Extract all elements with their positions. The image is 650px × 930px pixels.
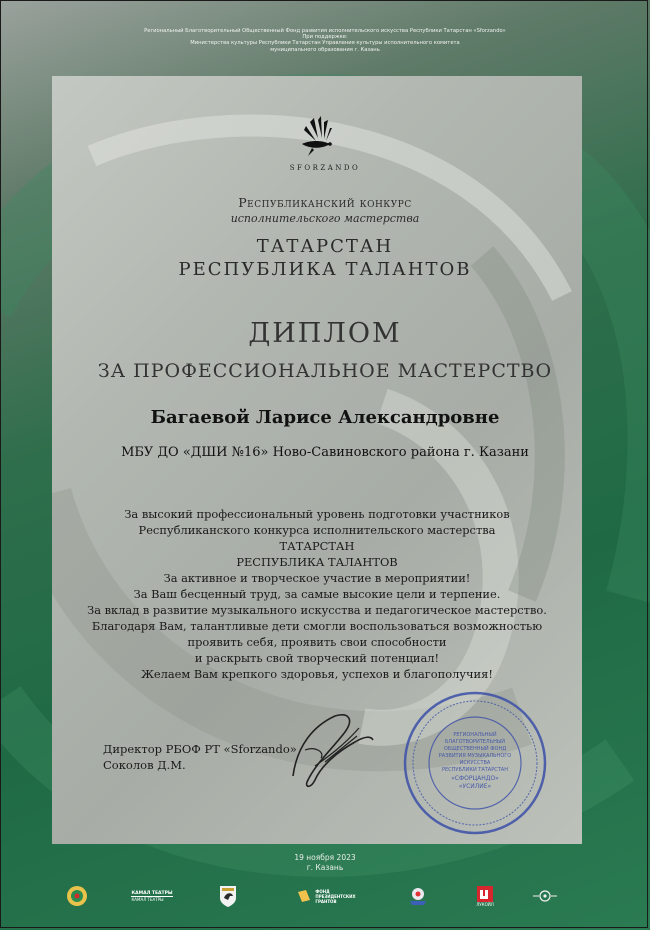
stamp-text: РАЗВИТИЯ МУЗЫКАЛЬНОГО (438, 753, 512, 759)
partner-kamal (126, 878, 178, 914)
signatory-position: Директор РБОФ РТ «Sforzando» (103, 742, 297, 756)
festival-logo-icon (406, 885, 430, 907)
partner-orchestra (530, 878, 560, 914)
lukoil-label: ЛУКОЙЛ (476, 901, 494, 907)
stamp-text: ОБЩЕСТВЕННЫЙ ФОНД (443, 746, 507, 752)
body-line: За Ваш бесценный труд, за самые высокие цели и терпение. (133, 587, 501, 601)
stamp-text: ИСКУССТВА (459, 760, 491, 766)
partner-lukoil (472, 878, 498, 914)
header-line-ministry: Министерства культуры Республики Татарстан Управления культуры исполнительного комитета (190, 40, 460, 47)
body-line: Благодаря Вам, талантливые дети смогли воспользоваться возможностью (91, 619, 543, 633)
partner-grants (291, 878, 361, 914)
kamal-label-2: КАМАЛ ТЕАТРЫ (131, 896, 172, 902)
stamp-text: БЛАГОТВОРИТЕЛЬНЫЙ (444, 739, 506, 745)
issue-city-text: г. Казань (306, 863, 344, 872)
body-line: РЕСПУБЛИКА ТАЛАНТОВ (236, 555, 398, 569)
kamal-theatre-logo-icon (131, 891, 172, 902)
partner-festival (405, 878, 431, 914)
partner-tatarstan (64, 878, 90, 914)
diploma-title: ДИПЛОМ (248, 318, 402, 349)
brand-name: SFORZANDO (289, 164, 361, 172)
stamp-text: РЕСПУБЛИКИ ТАТАРСТАН (442, 767, 508, 773)
partner-logos (0, 878, 650, 914)
signatory-name: Соколов Д.М. (103, 758, 186, 772)
body-line: ТАТАРСТАН (279, 539, 355, 553)
header-line-support: При поддержке: (302, 34, 348, 41)
kamal-label-1: КАМАЛ ТЕАТРЫ (131, 890, 173, 896)
issue-date (0, 853, 650, 873)
kazan-emblem-icon (218, 884, 238, 908)
grants-label-1: ФОНД (315, 888, 330, 894)
round-seal-stamp-icon (402, 690, 548, 836)
grants-label-3: ГРАНТОВ (315, 898, 337, 904)
diploma-body-text (52, 506, 582, 682)
contest-subtitle-1: Республиканский конкурс (238, 195, 412, 210)
signatory-block (103, 741, 297, 773)
handwritten-signature-icon (285, 706, 377, 792)
recipient-organization: МБУ ДО «ДШИ №16» Ново-Савиновского района г. Казани (121, 445, 529, 460)
header-text (0, 28, 650, 53)
body-line: Желаем Вам крепкого здоровья, успехов и благополучия! (141, 667, 493, 681)
body-line: проявить себя, проявить свои способности (187, 635, 447, 649)
presidential-grants-logo-icon (296, 888, 312, 904)
lukoil-logo-icon (477, 886, 493, 902)
contest-title-2: РЕСПУБЛИКА ТАЛАНТОВ (178, 259, 472, 280)
grants-label (315, 889, 355, 904)
stamp-text: РЕГИОНАЛЬНЫЙ (453, 732, 497, 738)
diploma-subtitle: ЗА ПРОФЕССИОНАЛЬНОЕ МАСТЕРСТВО (97, 360, 553, 382)
issue-date-text: 19 ноября 2023 (294, 853, 356, 862)
body-line: За активное и творческое участие в мероприятии! (163, 571, 471, 585)
partner-kazan (216, 878, 240, 914)
contest-title-1: ТАТАРСТАН (256, 236, 394, 257)
recipient-name: Багаевой Ларисе Александровне (150, 407, 500, 428)
header-line-foundation: Региональный Благотворительный Общественный Фонд развития исполнительского искусства Республики Татарстан «Sforzando» (144, 28, 506, 34)
stamp-text: «СФОРЦАНДО» (451, 775, 499, 782)
stamp-text: «УСИЛИЕ» (458, 783, 492, 790)
body-line: За вклад в развитие музыкального искусства и педагогическое мастерство. (87, 603, 547, 617)
orchestra-logo-icon (531, 889, 559, 903)
grants-label-2: ПРЕЗИДЕНТСКИХ (315, 893, 356, 899)
body-line: Республиканского конкурса исполнительского мастерства (138, 523, 496, 537)
header-line-municipal: муниципального образования г. Казань (270, 46, 380, 53)
tatarstan-emblem-icon (66, 885, 88, 907)
body-line: За высокий профессиональный уровень подготовки участников (124, 507, 510, 521)
contest-subtitle-2: исполнительского мастерства (230, 212, 420, 225)
body-line: и раскрыть свой творческий потенциал! (194, 651, 440, 665)
sforzando-bird-logo-icon (288, 114, 346, 160)
